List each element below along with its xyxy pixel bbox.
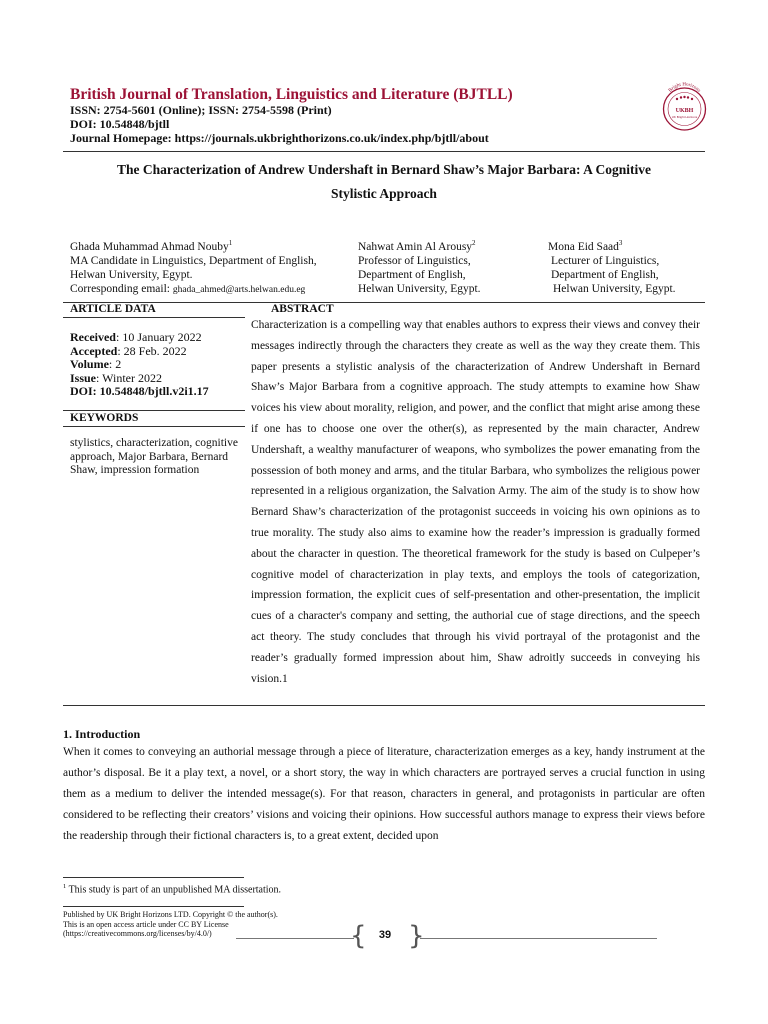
author-affiliation: Helwan University, Egypt. xyxy=(553,282,676,295)
doi-row xyxy=(70,384,209,398)
accepted-row xyxy=(70,344,187,358)
author-affiliation: Helwan University, Egypt. xyxy=(358,282,481,295)
paper-title xyxy=(63,158,705,206)
author-email[interactable]: ghada_ahmed@arts.helwan.edu.eg xyxy=(172,284,306,295)
journal-doi: DOI: 10.54848/bjtll xyxy=(70,117,170,131)
author-name: Nahwat Amin Al Arousy xyxy=(358,240,473,253)
author-affiliation: MA Candidate in Linguistics, Department of English, xyxy=(70,254,317,267)
keywords-rule-bottom xyxy=(63,426,245,427)
footnote xyxy=(63,883,281,895)
issue-value: : Winter 2022 xyxy=(96,371,162,385)
received-label: Received xyxy=(70,330,116,344)
left-brace: { xyxy=(350,921,367,951)
license-link[interactable]: (https://creativecommons.org/licenses/by/4.0/) xyxy=(63,929,212,938)
page-number: 39 xyxy=(378,929,392,941)
footnote-marker: 1 xyxy=(63,883,67,890)
volume-value: : 2 xyxy=(108,357,122,371)
article-data-rule xyxy=(63,317,245,318)
publisher-line: Published by UK Bright Horizons LTD. Copyright © the author(s). xyxy=(63,910,278,919)
author-sup: 3 xyxy=(618,239,623,247)
introduction-heading: 1. Introduction xyxy=(63,727,141,741)
author-affiliation: Professor of Linguistics, xyxy=(358,254,471,267)
volume-label: Volume xyxy=(70,357,109,371)
publisher-info xyxy=(63,910,278,939)
publisher-line: This is an open access article under CC BY License xyxy=(63,919,229,929)
header-rule xyxy=(63,151,705,152)
journal-homepage[interactable]: Journal Homepage: https://journals.ukbrighthorizons.co.uk/index.php/bjtll/about xyxy=(70,131,489,145)
section-rule-bottom xyxy=(63,705,705,706)
doi-label: DOI xyxy=(70,384,93,398)
article-data-heading: ARTICLE DATA xyxy=(70,303,156,315)
author-1 xyxy=(70,236,317,297)
footnote-text: This study is part of an unpublished MA dissertation. xyxy=(66,884,282,896)
author-name: Ghada Muhammad Ahmad Nouby xyxy=(70,240,229,253)
author-affiliation: Department of English, xyxy=(551,268,659,281)
author-affiliation: Department of English, xyxy=(358,268,466,281)
ukbh-logo xyxy=(657,80,712,135)
section-rule-top xyxy=(63,302,705,303)
logo-subtext: UK Bright Horizons xyxy=(671,115,698,119)
received-row xyxy=(70,330,202,344)
author-3 xyxy=(548,236,676,296)
right-brace: } xyxy=(408,921,425,951)
keywords-rule-top xyxy=(63,410,245,411)
doi-value[interactable]: : 10.54848/bjtll.v2i1.17 xyxy=(92,384,209,398)
journal-title: British Journal of Translation, Linguistics and Literature (BJTLL) xyxy=(70,86,513,103)
keywords-list: stylistics, characterization, cognitive approach, Major Barbara, Bernard Shaw, impression formation xyxy=(70,437,238,476)
author-sup: 1 xyxy=(228,239,233,247)
author-affiliation: Helwan University, Egypt. xyxy=(70,268,193,281)
author-name: Mona Eid Saad xyxy=(548,240,619,253)
email-label: Corresponding email: xyxy=(70,282,173,295)
author-sup: 2 xyxy=(472,239,476,247)
issue-label: Issue xyxy=(70,371,97,385)
paper-title-line2: Stylistic Approach xyxy=(331,186,437,201)
logo-arc-text: Bright Horizons xyxy=(668,82,702,94)
accepted-value: : 28 Feb. 2022 xyxy=(117,344,187,358)
issn: ISSN: 2754-5601 (Online); ISSN: 2754-5598 (Print) xyxy=(70,103,332,117)
accepted-label: Accepted xyxy=(70,344,118,358)
logo-abbrev: UKBH xyxy=(675,108,694,114)
paper-title-line1: The Characterization of Andrew Undershaft in Bernard Shaw’s Major Barbara: A Cognitive xyxy=(116,162,652,177)
issue-row xyxy=(70,371,162,385)
received-value: : 10 January 2022 xyxy=(115,330,202,344)
keywords-heading: KEYWORDS xyxy=(70,412,139,424)
publisher-rule xyxy=(63,906,244,907)
author-affiliation: Lecturer of Linguistics, xyxy=(551,254,660,267)
abstract-heading: ABSTRACT xyxy=(271,303,334,315)
author-2 xyxy=(358,236,481,296)
introduction-text: When it comes to conveying an authorial message through a piece of literature, characterization emerges as a key, handy instrument at the author’s disposal. Be it a play text, a novel, or a short story, the way in which characters are portrayed serves a crucial function in using them as a medium to deliver the intended message(s). For that reason, characters in general, and protagonists in particular are often considered to be reflecting their creators’ visions and voicing their opinions. How successful authors manage to express their views before the readership through their fictional characters is, to a great extent, decided upon xyxy=(63,746,705,842)
volume-row xyxy=(70,357,121,371)
page-rule-right xyxy=(420,938,657,939)
page-rule-left xyxy=(236,938,354,939)
abstract-text: Characterization is a compelling way that enables authors to express their views and convey their messages indirectly through the characters they create as well as the way they create them. This paper presents a stylistic analysis of the characterization of Andrew Undershaft in Bernard Shaw’s Major Barbara from a cognitive approach. The study attempts to examine how Shaw voices his view about morality, religion, and power, and the conflict that might arise among these if one has to choose one over the other(s), as represented by the main character, Andrew Undershaft, a wealthy manufacturer of weapons, who symbolizes the power emanating from the possession of both money and arms, and the titular Barbara, who symbolizes the religious power represented in a religious organization, the Salvation Army. The aim of the study is to show how Bernard Shaw’s characterization of the protagonist succeeds in voicing his own opinions as to true morality. The study also aims to examine how the reader’s impression is gradually formed about the character in question. The theoretical framework for the study is based on Culpeper’s cognitive model of characterization in play texts, and employs the tools of categorization, impression formation, the explicit cues of self-presentation and other-presentation, the implicit cues of a character's company and setting, the authorial cue of stage directions, and the speech act theory. The study concludes that through his vivid portrayal of the protagonist and the reader’s gradually formed impression about him, Shaw adroitly succeeds in conveying his vision.1 xyxy=(251,319,700,685)
footnote-rule xyxy=(63,877,244,878)
